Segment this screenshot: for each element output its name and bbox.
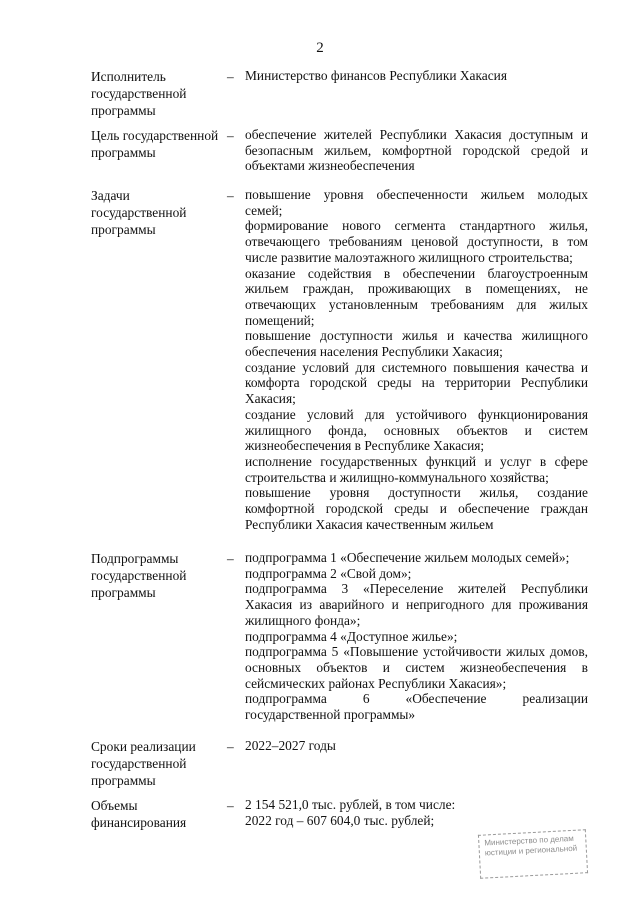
subprogram-item: подпрограмма 4 «Доступное жилье»; [245, 628, 458, 644]
task-item: оказание содействия в обеспечении благоустроенным жильем граждан, проживающих в помещениях, не отвечающих установленным требованиям для жилых помещений; [245, 265, 588, 328]
timeframe-text: 2022–2027 годы [245, 738, 336, 753]
row-value-tasks [245, 187, 588, 532]
registration-stamp: Министерство по делам юстиции и региональной [478, 829, 588, 879]
row-label-timeframe: Сроки реализации государственной программы [91, 739, 196, 788]
task-item: создание условий для системного повышения качества и комфорта городской среды на территории Республики Хакасия; [245, 359, 588, 407]
row-dash: – [227, 188, 234, 203]
goal-text: обеспечение жителей Республики Хакасия доступным и безопасным жильем, комфортной городской средой и объектами жизнеобеспечения [245, 127, 588, 174]
row-value-subprograms [245, 550, 588, 723]
task-item: исполнение государственных функций и услуг в сфере строительства и жилищно-коммунального хозяйства; [245, 453, 588, 485]
row-dash: – [227, 69, 234, 84]
task-item: повышение доступности жилья и качества жилищного обеспечения населения Республики Хакасия; [245, 328, 588, 360]
funding-item: 2022 год – 607 604,0 тыс. рублей; [245, 812, 435, 828]
row-label-executor: Исполнитель государственной программы [91, 69, 187, 118]
subprogram-item: подпрограмма 6 «Обеспечение реализации государственной программы» [245, 691, 588, 723]
funding-item: 2 154 521,0 тыс. рублей, в том числе: [245, 797, 456, 812]
row-dash: – [227, 798, 234, 813]
row-value-timeframe [245, 738, 588, 754]
executor-text: Министерство финансов Республики Хакасия [245, 68, 507, 83]
row-dash: – [227, 739, 234, 754]
subprogram-item: подпрограмма 5 «Повышение устойчивости жилых домов, основных объектов и систем жизнеобеспечения в сейсмических районах Республики Хакасия»; [245, 644, 588, 691]
subprogram-item: подпрограмма 3 «Переселение жителей Республики Хакасия из аварийного и непригодного для проживания жилищного фонда»; [245, 581, 588, 628]
row-dash: – [227, 551, 234, 566]
row-label-subprograms: Подпрограммы государственной программы [91, 551, 187, 600]
row-dash: – [227, 128, 234, 143]
row-label-goal: Цель государственной программы [91, 128, 219, 160]
subprogram-item: подпрограмма 1 «Обеспечение жильем молодых семей»; [245, 550, 570, 565]
task-item: повышение уровня обеспеченности жильем молодых семей; [245, 187, 588, 218]
task-item: повышение уровня доступности жилья, создание комфортной городской среды и обеспечение граждан Республики Хакасия качественным жильем [245, 485, 588, 532]
task-item: создание условий для устойчивого функционирования жилищного фонда, основных объектов и систем жизнеобеспечения в Республике Хакасия; [245, 406, 588, 454]
row-label-funding: Объемы финансирования [91, 798, 187, 830]
task-item: формирование нового сегмента стандартного жилья, отвечающего требованиям ценовой доступности, в том числе развитие малоэтажного жилищного строительства; [245, 218, 588, 265]
row-label-tasks: Задачи государственной программы [91, 188, 187, 237]
subprogram-item: подпрограмма 2 «Свой дом»; [245, 565, 412, 581]
row-value-executor [245, 68, 588, 84]
row-value-goal [245, 127, 588, 174]
row-value-funding [245, 797, 588, 828]
page-number: 2 [316, 40, 324, 56]
